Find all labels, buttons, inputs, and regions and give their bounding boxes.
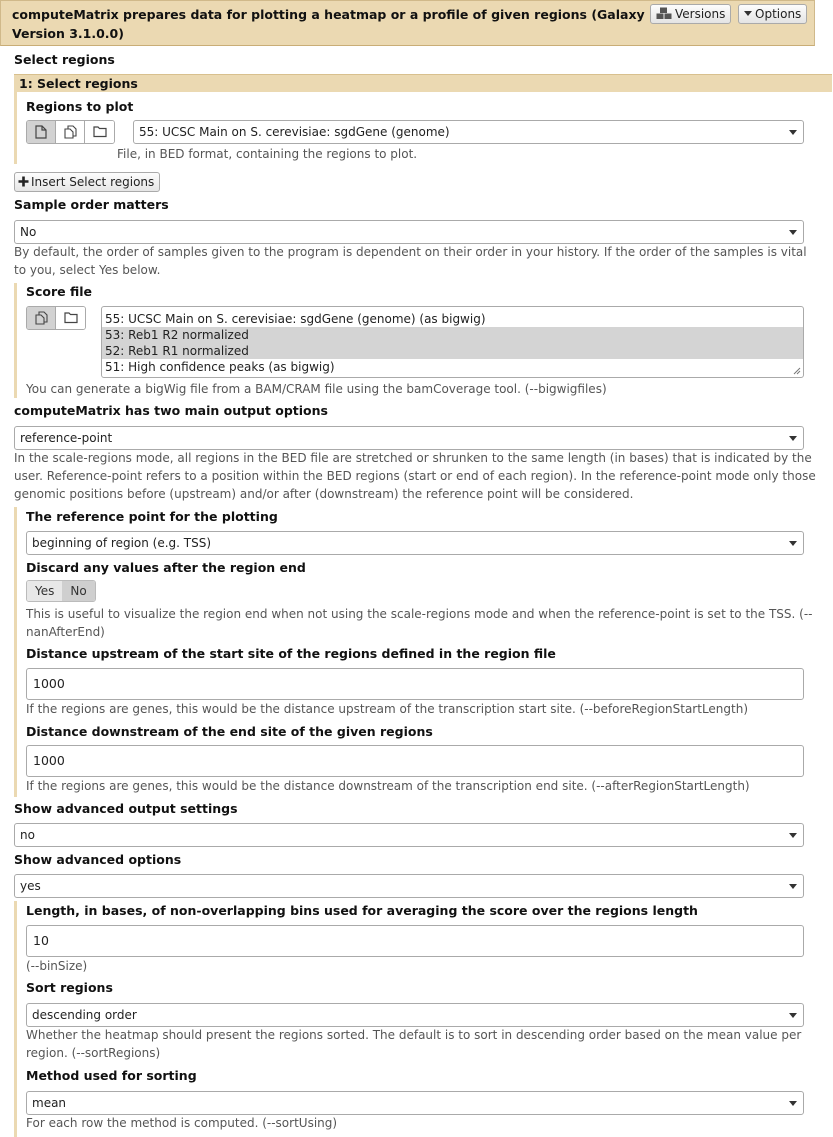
advanced-options-select[interactable] xyxy=(14,874,804,898)
collection-button[interactable] xyxy=(85,121,114,143)
sort-regions-value: descending order xyxy=(32,1008,137,1022)
sample-order-select[interactable] xyxy=(14,220,804,244)
downstream-input[interactable] xyxy=(26,745,804,777)
yes-option[interactable]: Yes xyxy=(27,581,62,601)
caret-down-icon xyxy=(789,1013,797,1018)
advanced-section-border xyxy=(14,901,17,1137)
score-file-option[interactable]: 51: High confidence peaks (as bigwig) xyxy=(105,360,335,374)
advanced-output-label: Show advanced output settings xyxy=(14,801,238,816)
score-file-listbox[interactable] xyxy=(101,306,804,378)
advanced-output-value: no xyxy=(20,828,35,842)
bin-size-label: Length, in bases, of non-overlapping bins used for averaging the score over the regions length xyxy=(26,903,698,918)
downstream-value: 1000 xyxy=(33,753,65,768)
score-file-option[interactable]: 52: Reb1 R1 normalized xyxy=(102,343,803,359)
bin-size-value: 10 xyxy=(33,933,49,948)
regions-to-plot-label: Regions to plot xyxy=(26,99,134,114)
advanced-output-select[interactable] xyxy=(14,823,804,847)
caret-down-icon xyxy=(789,436,797,441)
regions-source-switch xyxy=(26,120,115,144)
bin-size-help: (--binSize) xyxy=(26,959,88,973)
output-option-help: In the scale-regions mode, all regions in the BED file are stretched or shrunken to the same length (in bases) that is indicated by the user. Reference-point refers to a position within the BED regions (start or end of each region). In the reference-point mode only those genomic positions before (upstream) and/or after (downstream) the reference point will be considered. xyxy=(14,451,816,501)
regions-select[interactable] xyxy=(133,120,804,144)
repeat-block-border xyxy=(14,92,17,164)
advanced-options-label: Show advanced options xyxy=(14,852,182,867)
output-option-label: computeMatrix has two main output options xyxy=(14,403,328,418)
multiple-datasets-button[interactable] xyxy=(56,121,85,143)
tool-header xyxy=(0,0,815,46)
caret-down-icon xyxy=(789,1101,797,1106)
multiple-datasets-button[interactable] xyxy=(27,307,56,329)
caret-down-icon xyxy=(789,230,797,235)
folder-icon xyxy=(93,125,107,138)
repeat-block-title: 1: Select regions xyxy=(19,76,138,91)
versions-button[interactable] xyxy=(650,4,731,24)
caret-down-icon xyxy=(789,884,797,889)
upstream-input[interactable] xyxy=(26,668,804,700)
versions-label: Versions xyxy=(675,7,726,21)
score-file-help: You can generate a bigWig file from a BAM/CRAM file using the bamCoverage tool. (--bigwigfiles) xyxy=(26,382,607,396)
score-file-label: Score file xyxy=(26,284,93,299)
select-regions-label: Select regions xyxy=(14,52,115,67)
advanced-options-value: yes xyxy=(20,879,41,893)
options-button[interactable] xyxy=(738,4,807,24)
insert-select-regions-button[interactable] xyxy=(14,172,160,192)
no-option[interactable]: No xyxy=(62,581,94,601)
nan-after-end-label: Discard any values after the region end xyxy=(26,560,306,575)
regions-help: File, in BED format, containing the regions to plot. xyxy=(117,147,418,161)
caret-down-icon xyxy=(744,11,752,16)
sort-method-help: For each row the method is computed. (--sortUsing) xyxy=(26,1116,338,1130)
score-file-source-switch xyxy=(26,306,86,330)
collection-button[interactable] xyxy=(56,307,85,329)
reference-point-section-border xyxy=(14,507,17,797)
sort-method-label: Method used for sorting xyxy=(26,1068,197,1083)
reference-point-label: The reference point for the plotting xyxy=(26,509,278,524)
downstream-help: If the regions are genes, this would be the distance downstream of the transcription end site. (--afterRegionStartLength) xyxy=(26,779,750,793)
nan-after-end-toggle xyxy=(26,580,96,602)
output-option-select[interactable] xyxy=(14,426,804,450)
downstream-label: Distance downstream of the end site of the given regions xyxy=(26,724,433,739)
bin-size-input[interactable] xyxy=(26,925,804,957)
files-icon xyxy=(35,311,48,325)
score-file-border xyxy=(14,283,17,398)
sort-regions-label: Sort regions xyxy=(26,980,113,995)
output-option-value: reference-point xyxy=(20,431,113,445)
sample-order-label: Sample order matters xyxy=(14,197,169,212)
plus-icon xyxy=(18,176,29,187)
upstream-label: Distance upstream of the start site of the regions defined in the region file xyxy=(26,646,556,661)
folder-icon xyxy=(64,311,78,324)
sort-method-select[interactable] xyxy=(26,1091,804,1115)
upstream-help: If the regions are genes, this would be the distance upstream of the transcription start site. (--beforeRegionStartLength) xyxy=(26,702,749,716)
regions-select-value: 55: UCSC Main on S. cerevisiae: sgdGene (genome) xyxy=(139,125,450,139)
sample-order-help: By default, the order of samples given to the program is dependent on their order in your history. If the order of the samples is vital to you, select Yes below. xyxy=(14,245,807,277)
sort-regions-select[interactable] xyxy=(26,1003,804,1027)
caret-down-icon xyxy=(789,541,797,546)
reference-point-value: beginning of region (e.g. TSS) xyxy=(32,536,212,550)
score-file-option[interactable]: 53: Reb1 R2 normalized xyxy=(102,327,803,343)
options-label: Options xyxy=(755,7,802,21)
upstream-value: 1000 xyxy=(33,676,65,691)
resize-handle-icon[interactable] xyxy=(793,367,801,375)
file-icon xyxy=(35,125,47,139)
reference-point-select[interactable] xyxy=(26,531,804,555)
repeat-block-header[interactable] xyxy=(14,74,832,92)
sort-method-value: mean xyxy=(32,1096,67,1110)
nan-after-end-help: This is useful to visualize the region end when not using the scale-regions mode and when the reference-point is set to the TSS. (--nanAfterEnd) xyxy=(26,607,813,639)
files-icon xyxy=(64,125,77,139)
single-dataset-button[interactable] xyxy=(27,121,56,143)
score-file-option[interactable]: 55: UCSC Main on S. cerevisiae: sgdGene (genome) (as bigwig) xyxy=(105,312,486,326)
cubes-icon xyxy=(656,7,672,20)
insert-label: Insert Select regions xyxy=(31,175,155,189)
sort-regions-help: Whether the heatmap should present the regions sorted. The default is to sort in descending order based on the mean value per region. (--sortRegions) xyxy=(26,1028,802,1060)
sample-order-value: No xyxy=(20,225,37,239)
caret-down-icon xyxy=(789,130,797,135)
tool-title: computeMatrix prepares data for plotting a heatmap or a profile of given regions (Galaxy Version 3.1.0.0) xyxy=(12,7,645,41)
caret-down-icon xyxy=(789,833,797,838)
